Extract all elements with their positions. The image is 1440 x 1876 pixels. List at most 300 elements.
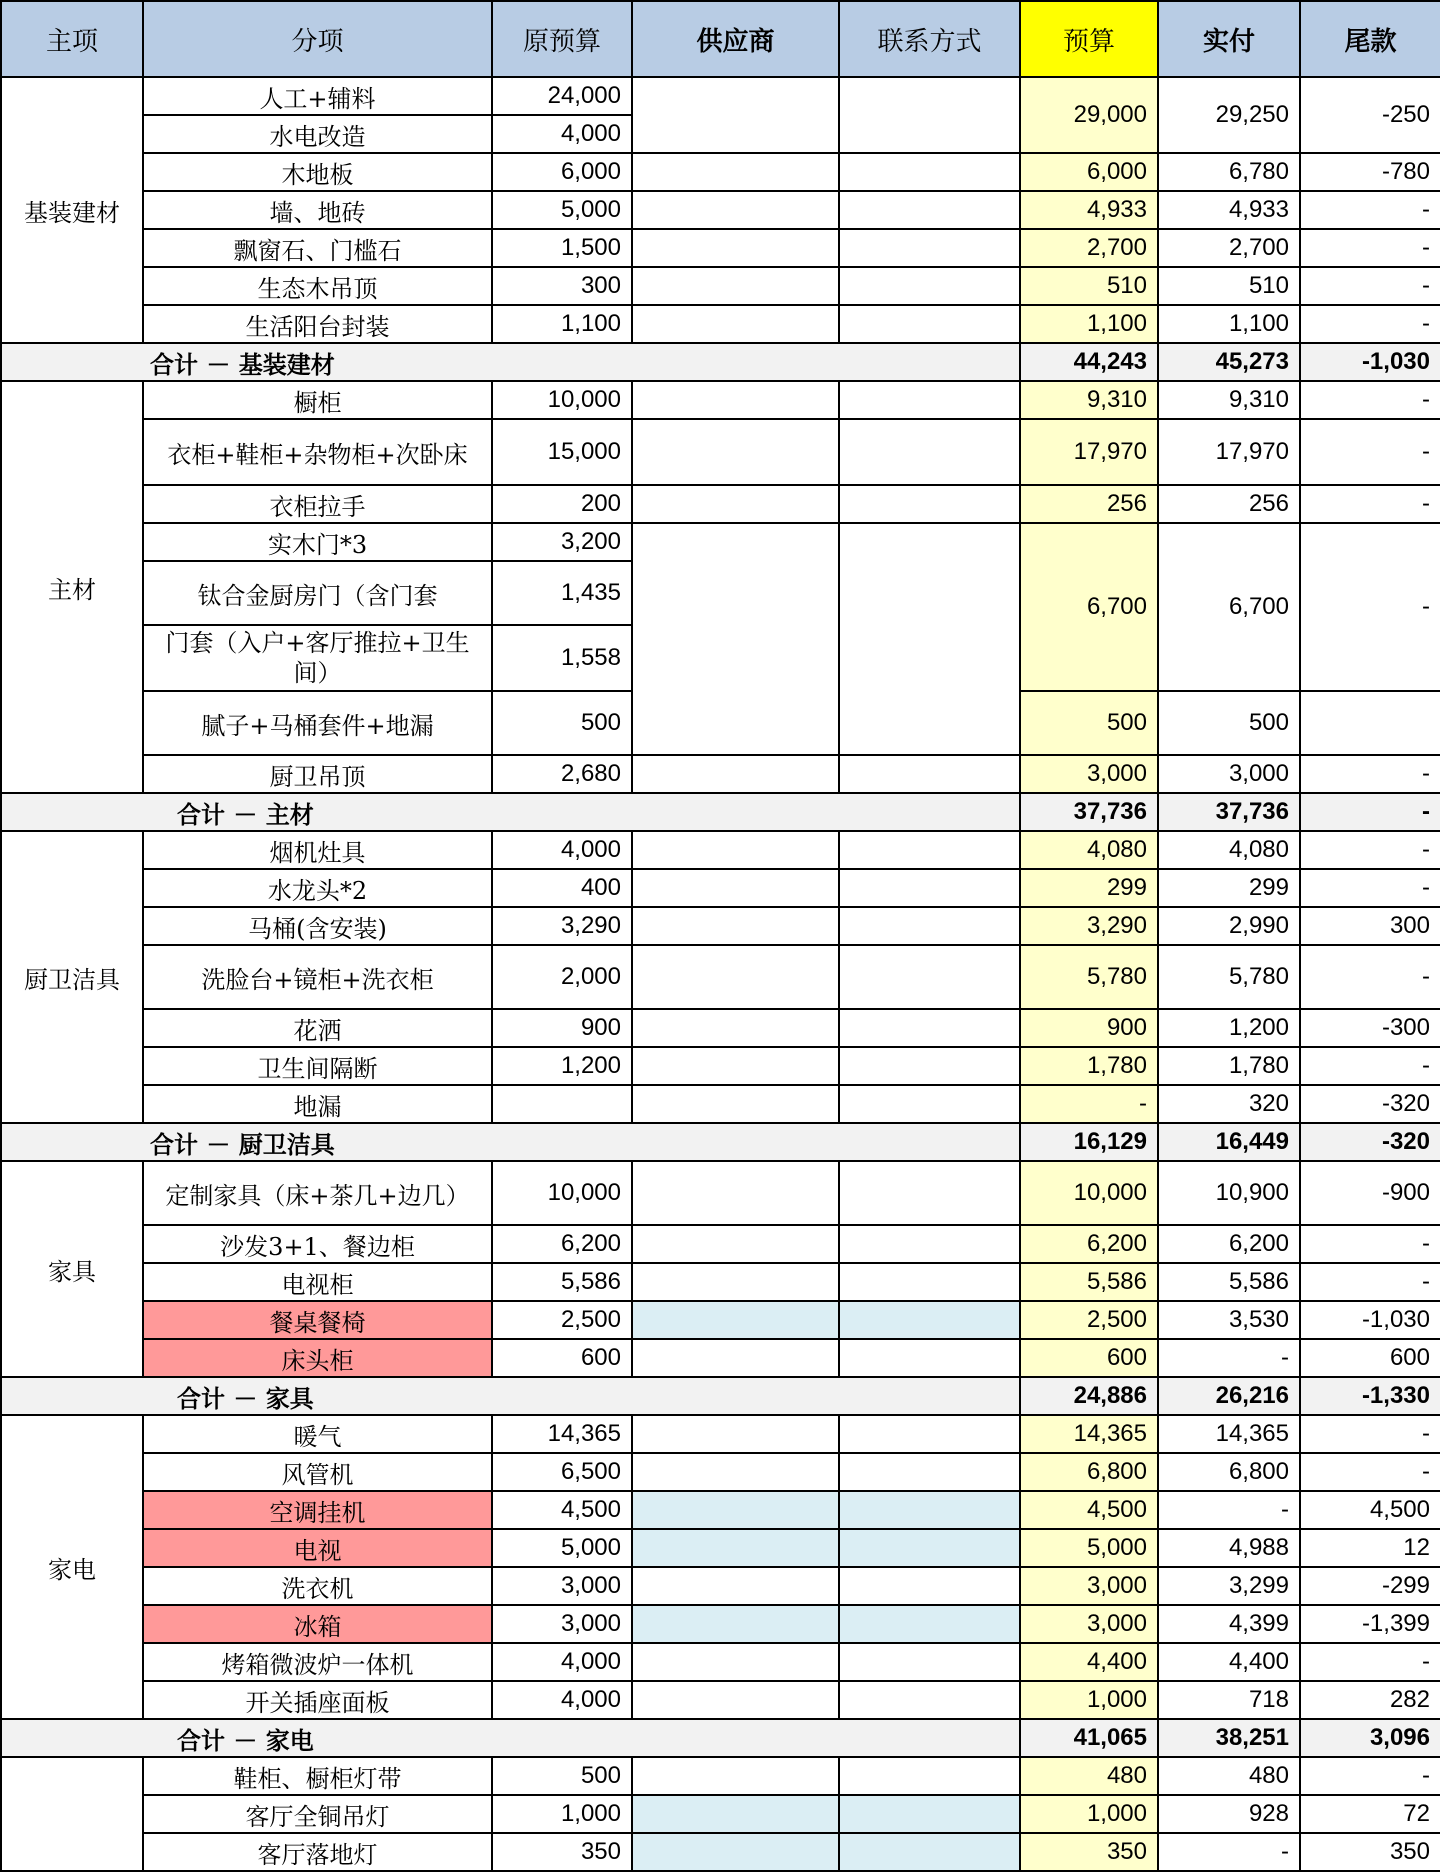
item-name[interactable]: 洗衣机 [143,1567,492,1605]
supplier-cell[interactable] [632,907,839,945]
table-row [1,945,1440,1009]
contact-cell[interactable] [839,755,1020,793]
contact-cell[interactable] [839,1263,1020,1301]
supplier-cell[interactable] [632,1225,839,1263]
table-row [1,1605,1440,1643]
contact-cell[interactable] [839,229,1020,267]
supplier-cell[interactable] [632,191,839,229]
paid-cell[interactable]: - [1158,1833,1300,1871]
balance-cell[interactable]: - [1300,831,1440,869]
paid-cell[interactable]: 29,250 [1158,77,1300,153]
budget-cell[interactable]: 5,780 [1020,945,1158,1009]
orig-budget-cell[interactable]: 2,000 [492,945,632,1009]
balance-cell[interactable]: - [1300,1263,1440,1301]
budget-cell[interactable]: 4,400 [1020,1643,1158,1681]
orig-budget-cell[interactable]: 3,000 [492,1567,632,1605]
supplier-cell[interactable] [632,1795,839,1833]
paid-cell[interactable]: 6,700 [1158,523,1300,691]
contact-cell[interactable] [839,153,1020,191]
supplier-cell[interactable] [632,1263,839,1301]
subtotal-balance[interactable]: 3,096 [1300,1719,1440,1757]
item-name[interactable]: 人工+辅料 [143,77,492,115]
balance-cell[interactable]: 12 [1300,1529,1440,1567]
balance-cell[interactable] [1300,691,1440,755]
orig-budget-cell[interactable]: 1,435 [492,561,632,625]
balance-cell[interactable]: - [1300,1415,1440,1453]
item-name[interactable]: 餐桌餐椅 [143,1301,492,1339]
supplier-cell[interactable] [632,1415,839,1453]
supplier-cell[interactable] [632,1491,839,1529]
item-name[interactable]: 烤箱微波炉一体机 [143,1643,492,1681]
header-paid[interactable]: 实付 [1158,1,1300,77]
paid-cell[interactable]: 9,310 [1158,381,1300,419]
budget-cell[interactable]: 600 [1020,1339,1158,1377]
orig-budget-cell[interactable]: 4,500 [492,1491,632,1529]
item-name[interactable]: 开关插座面板 [143,1681,492,1719]
paid-cell[interactable]: 299 [1158,869,1300,907]
paid-cell[interactable]: 3,299 [1158,1567,1300,1605]
balance-cell[interactable]: -300 [1300,1009,1440,1047]
header-sub[interactable]: 分项 [143,1,492,77]
balance-cell[interactable]: - [1300,419,1440,485]
contact-cell[interactable] [839,1529,1020,1567]
budget-cell[interactable]: 6,000 [1020,153,1158,191]
supplier-cell[interactable] [632,305,839,343]
header-main[interactable]: 主项 [1,1,143,77]
balance-cell[interactable]: -320 [1300,1085,1440,1123]
supplier-cell[interactable] [632,1833,839,1871]
supplier-cell[interactable] [632,419,839,485]
balance-cell[interactable]: 4,500 [1300,1491,1440,1529]
subtotal-budget[interactable]: 41,065 [1020,1719,1158,1757]
table-row [1,523,1440,561]
contact-cell[interactable] [839,907,1020,945]
balance-cell[interactable]: - [1300,1453,1440,1491]
contact-cell[interactable] [839,1339,1020,1377]
subtotal-paid[interactable]: 16,449 [1158,1123,1300,1161]
supplier-cell[interactable] [632,1529,839,1567]
paid-cell[interactable]: 718 [1158,1681,1300,1719]
orig-budget-cell[interactable]: 1,000 [492,1795,632,1833]
subtotal-paid[interactable]: 26,216 [1158,1377,1300,1415]
paid-cell[interactable]: 3,000 [1158,755,1300,793]
budget-cell[interactable]: - [1020,1085,1158,1123]
item-name[interactable]: 水龙头*2 [143,869,492,907]
paid-cell[interactable]: 480 [1158,1757,1300,1795]
subtotal-row [1,343,1440,381]
header-contact[interactable]: 联系方式 [839,1,1020,77]
item-name[interactable]: 生活阳台封装 [143,305,492,343]
budget-cell[interactable]: 500 [1020,691,1158,755]
contact-cell[interactable] [839,419,1020,485]
budget-cell[interactable]: 900 [1020,1009,1158,1047]
paid-cell[interactable]: 14,365 [1158,1415,1300,1453]
balance-cell[interactable]: -900 [1300,1161,1440,1225]
paid-cell[interactable]: 2,700 [1158,229,1300,267]
supplier-cell[interactable] [632,1047,839,1085]
contact-cell[interactable] [839,1605,1020,1643]
budget-cell[interactable]: 480 [1020,1757,1158,1795]
subtotal-balance[interactable]: -320 [1300,1123,1440,1161]
balance-cell[interactable]: -250 [1300,77,1440,153]
budget-cell[interactable]: 10,000 [1020,1161,1158,1225]
item-name[interactable]: 电视 [143,1529,492,1567]
budget-cell[interactable]: 1,780 [1020,1047,1158,1085]
table-row [1,1453,1440,1491]
supplier-cell[interactable] [632,523,839,755]
table-row [1,907,1440,945]
item-name[interactable]: 厨卫吊顶 [143,755,492,793]
orig-budget-cell[interactable]: 900 [492,1009,632,1047]
contact-cell[interactable] [839,1833,1020,1871]
subtotal-budget[interactable]: 24,886 [1020,1377,1158,1415]
item-name[interactable]: 生态木吊顶 [143,267,492,305]
contact-cell[interactable] [839,1567,1020,1605]
table-row [1,1833,1440,1871]
orig-budget-cell[interactable]: 6,000 [492,153,632,191]
subtotal-budget[interactable]: 37,736 [1020,793,1158,831]
balance-cell[interactable]: 282 [1300,1681,1440,1719]
supplier-cell[interactable] [632,229,839,267]
balance-cell[interactable]: - [1300,305,1440,343]
item-name[interactable]: 暖气 [143,1415,492,1453]
paid-cell[interactable]: 4,399 [1158,1605,1300,1643]
item-name[interactable]: 冰箱 [143,1605,492,1643]
orig-budget-cell[interactable]: 5,000 [492,191,632,229]
paid-cell[interactable]: 320 [1158,1085,1300,1123]
contact-cell[interactable] [839,305,1020,343]
contact-cell[interactable] [839,945,1020,1009]
header-supplier[interactable]: 供应商 [632,1,839,77]
supplier-cell[interactable] [632,1567,839,1605]
supplier-cell[interactable] [632,1339,839,1377]
balance-cell[interactable]: -299 [1300,1567,1440,1605]
item-name[interactable]: 鞋柜、橱柜灯带 [143,1757,492,1795]
table-row [1,1567,1440,1605]
orig-budget-cell[interactable]: 4,000 [492,1643,632,1681]
budget-cell[interactable]: 510 [1020,267,1158,305]
budget-cell[interactable]: 9,310 [1020,381,1158,419]
orig-budget-cell[interactable]: 1,558 [492,625,632,691]
contact-cell[interactable] [839,267,1020,305]
group-label[interactable] [1,1757,143,1871]
orig-budget-cell[interactable]: 24,000 [492,77,632,115]
supplier-cell[interactable] [632,1301,839,1339]
orig-budget-cell[interactable]: 10,000 [492,1161,632,1225]
supplier-cell[interactable] [632,1161,839,1225]
balance-cell[interactable]: - [1300,381,1440,419]
supplier-cell[interactable] [632,267,839,305]
subtotal-budget[interactable]: 16,129 [1020,1123,1158,1161]
balance-cell[interactable]: -1,399 [1300,1605,1440,1643]
paid-cell[interactable]: 6,200 [1158,1225,1300,1263]
contact-cell[interactable] [839,1047,1020,1085]
contact-cell[interactable] [839,1161,1020,1225]
item-name[interactable]: 门套（入户+客厅推拉+卫生间） [143,625,492,691]
orig-budget-cell[interactable]: 6,200 [492,1225,632,1263]
paid-cell[interactable]: - [1158,1339,1300,1377]
orig-budget-cell[interactable]: 200 [492,485,632,523]
paid-cell[interactable]: 6,800 [1158,1453,1300,1491]
contact-cell[interactable] [839,1453,1020,1491]
paid-cell[interactable]: 4,933 [1158,191,1300,229]
paid-cell[interactable]: 1,100 [1158,305,1300,343]
paid-cell[interactable]: 2,990 [1158,907,1300,945]
balance-cell[interactable]: - [1300,1757,1440,1795]
table-row [1,1301,1440,1339]
budget-cell[interactable]: 4,080 [1020,831,1158,869]
paid-cell[interactable]: 500 [1158,691,1300,755]
budget-cell[interactable]: 17,970 [1020,419,1158,485]
budget-cell[interactable]: 5,000 [1020,1529,1158,1567]
group-label[interactable]: 厨卫洁具 [1,831,143,1123]
item-name[interactable]: 空调挂机 [143,1491,492,1529]
paid-cell[interactable]: 4,400 [1158,1643,1300,1681]
orig-budget-cell[interactable]: 6,500 [492,1453,632,1491]
orig-budget-cell[interactable]: 350 [492,1833,632,1871]
supplier-cell[interactable] [632,755,839,793]
supplier-cell[interactable] [632,1453,839,1491]
item-name[interactable]: 卫生间隔断 [143,1047,492,1085]
supplier-cell[interactable] [632,381,839,419]
item-name[interactable]: 木地板 [143,153,492,191]
orig-budget-cell[interactable]: 2,680 [492,755,632,793]
contact-cell[interactable] [839,1009,1020,1047]
subtotal-balance[interactable]: -1,030 [1300,343,1440,381]
item-name[interactable]: 床头柜 [143,1339,492,1377]
balance-cell[interactable]: 350 [1300,1833,1440,1871]
item-name[interactable]: 客厅全铜吊灯 [143,1795,492,1833]
budget-cell[interactable]: 2,700 [1020,229,1158,267]
paid-cell[interactable]: 4,988 [1158,1529,1300,1567]
orig-budget-cell[interactable]: 300 [492,267,632,305]
orig-budget-cell[interactable]: 400 [492,869,632,907]
orig-budget-cell[interactable]: 15,000 [492,419,632,485]
contact-cell[interactable] [839,1301,1020,1339]
balance-cell[interactable]: 300 [1300,907,1440,945]
item-name[interactable]: 定制家具（床+茶几+边几） [143,1161,492,1225]
orig-budget-cell[interactable]: 500 [492,1757,632,1795]
budget-cell[interactable]: 4,500 [1020,1491,1158,1529]
supplier-cell[interactable] [632,485,839,523]
item-name[interactable]: 马桶(含安装) [143,907,492,945]
balance-cell[interactable]: - [1300,755,1440,793]
table-row [1,1643,1440,1681]
header-orig-budget[interactable]: 原预算 [492,1,632,77]
item-name[interactable]: 墙、地砖 [143,191,492,229]
contact-cell[interactable] [839,1225,1020,1263]
orig-budget-cell[interactable]: 4,000 [492,1681,632,1719]
item-name[interactable]: 花洒 [143,1009,492,1047]
contact-cell[interactable] [839,1795,1020,1833]
header-balance[interactable]: 尾款 [1300,1,1440,77]
item-name[interactable]: 腻子+马桶套件+地漏 [143,691,492,755]
budget-cell[interactable]: 6,200 [1020,1225,1158,1263]
subtotal-row [1,1719,1440,1757]
paid-cell[interactable]: - [1158,1491,1300,1529]
contact-cell[interactable] [839,1757,1020,1795]
supplier-cell[interactable] [632,1681,839,1719]
balance-cell[interactable]: - [1300,1047,1440,1085]
budget-cell[interactable]: 2,500 [1020,1301,1158,1339]
item-name[interactable]: 风管机 [143,1453,492,1491]
group-label[interactable]: 基装建材 [1,77,143,343]
table-row [1,419,1440,485]
balance-cell[interactable]: - [1300,945,1440,1009]
item-name[interactable]: 橱柜 [143,381,492,419]
paid-cell[interactable]: 1,200 [1158,1009,1300,1047]
budget-cell[interactable]: 29,000 [1020,77,1158,153]
budget-cell[interactable]: 256 [1020,485,1158,523]
contact-cell[interactable] [839,485,1020,523]
budget-cell[interactable]: 3,000 [1020,755,1158,793]
paid-cell[interactable]: 928 [1158,1795,1300,1833]
balance-cell[interactable]: - [1300,229,1440,267]
paid-cell[interactable]: 10,900 [1158,1161,1300,1225]
orig-budget-cell[interactable]: 10,000 [492,381,632,419]
balance-cell[interactable]: - [1300,523,1440,691]
item-name[interactable]: 沙发3+1、餐边柜 [143,1225,492,1263]
budget-cell[interactable]: 3,000 [1020,1567,1158,1605]
budget-cell[interactable]: 6,700 [1020,523,1158,691]
contact-cell[interactable] [839,1681,1020,1719]
supplier-cell[interactable] [632,77,839,153]
orig-budget-cell[interactable]: 5,586 [492,1263,632,1301]
subtotal-paid[interactable]: 37,736 [1158,793,1300,831]
supplier-cell[interactable] [632,831,839,869]
supplier-cell[interactable] [632,1757,839,1795]
paid-cell[interactable]: 5,586 [1158,1263,1300,1301]
item-name[interactable]: 地漏 [143,1085,492,1123]
subtotal-label: 合计 － 家电 [1,1719,1020,1757]
supplier-cell[interactable] [632,1605,839,1643]
supplier-cell[interactable] [632,945,839,1009]
item-name[interactable]: 洗脸台+镜柜+洗衣柜 [143,945,492,1009]
orig-budget-cell[interactable]: 3,290 [492,907,632,945]
balance-cell[interactable]: -780 [1300,153,1440,191]
group-label[interactable]: 主材 [1,381,143,793]
orig-budget-cell[interactable]: 1,500 [492,229,632,267]
paid-cell[interactable]: 510 [1158,267,1300,305]
table-row [1,755,1440,793]
subtotal-paid[interactable]: 38,251 [1158,1719,1300,1757]
budget-cell[interactable]: 350 [1020,1833,1158,1871]
budget-cell[interactable]: 5,586 [1020,1263,1158,1301]
orig-budget-cell[interactable]: 3,200 [492,523,632,561]
table-row [1,1263,1440,1301]
table-row [1,1795,1440,1833]
subtotal-label: 合计 － 家具 [1,1377,1020,1415]
table-row [1,1161,1440,1225]
budget-cell[interactable]: 3,290 [1020,907,1158,945]
balance-cell[interactable]: 72 [1300,1795,1440,1833]
supplier-cell[interactable] [632,1085,839,1123]
item-name[interactable]: 实木门*3 [143,523,492,561]
subtotal-row [1,793,1440,831]
orig-budget-cell[interactable]: 4,000 [492,115,632,153]
item-name[interactable]: 钛合金厨房门（含门套 [143,561,492,625]
paid-cell[interactable]: 4,080 [1158,831,1300,869]
table-row [1,1009,1440,1047]
contact-cell[interactable] [839,381,1020,419]
contact-cell[interactable] [839,831,1020,869]
paid-cell[interactable]: 3,530 [1158,1301,1300,1339]
contact-cell[interactable] [839,869,1020,907]
contact-cell[interactable] [839,1085,1020,1123]
paid-cell[interactable]: 256 [1158,485,1300,523]
contact-cell[interactable] [839,1643,1020,1681]
balance-cell[interactable]: - [1300,869,1440,907]
budget-cell[interactable]: 6,800 [1020,1453,1158,1491]
orig-budget-cell[interactable]: 2,500 [492,1301,632,1339]
subtotal-paid[interactable]: 45,273 [1158,343,1300,381]
paid-cell[interactable]: 1,780 [1158,1047,1300,1085]
budget-cell[interactable]: 4,933 [1020,191,1158,229]
orig-budget-cell[interactable]: 3,000 [492,1605,632,1643]
supplier-cell[interactable] [632,153,839,191]
paid-cell[interactable]: 17,970 [1158,419,1300,485]
balance-cell[interactable]: - [1300,191,1440,229]
contact-cell[interactable] [839,1415,1020,1453]
item-name[interactable]: 衣柜拉手 [143,485,492,523]
balance-cell[interactable]: 600 [1300,1339,1440,1377]
table-row [1,1415,1440,1453]
balance-cell[interactable]: - [1300,1643,1440,1681]
orig-budget-cell[interactable]: 1,100 [492,305,632,343]
item-name[interactable]: 衣柜+鞋柜+杂物柜+次卧床 [143,419,492,485]
supplier-cell[interactable] [632,869,839,907]
orig-budget-cell[interactable]: 4,000 [492,831,632,869]
balance-cell[interactable]: -1,030 [1300,1301,1440,1339]
balance-cell[interactable]: - [1300,485,1440,523]
orig-budget-cell[interactable]: 14,365 [492,1415,632,1453]
contact-cell[interactable] [839,523,1020,755]
orig-budget-cell[interactable]: 600 [492,1339,632,1377]
orig-budget-cell[interactable]: 1,200 [492,1047,632,1085]
orig-budget-cell[interactable] [492,1085,632,1123]
balance-cell[interactable]: - [1300,1225,1440,1263]
item-name[interactable]: 电视柜 [143,1263,492,1301]
budget-cell[interactable]: 299 [1020,869,1158,907]
subtotal-balance[interactable]: - [1300,793,1440,831]
supplier-cell[interactable] [632,1009,839,1047]
group-label[interactable]: 家具 [1,1161,143,1377]
budget-cell[interactable]: 1,000 [1020,1795,1158,1833]
item-name[interactable]: 飘窗石、门槛石 [143,229,492,267]
paid-cell[interactable]: 5,780 [1158,945,1300,1009]
header-budget[interactable]: 预算 [1020,1,1158,77]
budget-cell[interactable]: 1,000 [1020,1681,1158,1719]
table-row [1,485,1440,523]
supplier-cell[interactable] [632,1643,839,1681]
group-label[interactable]: 家电 [1,1415,143,1719]
orig-budget-cell[interactable]: 5,000 [492,1529,632,1567]
subtotal-budget[interactable]: 44,243 [1020,343,1158,381]
item-name[interactable]: 烟机灶具 [143,831,492,869]
contact-cell[interactable] [839,191,1020,229]
budget-cell[interactable]: 3,000 [1020,1605,1158,1643]
contact-cell[interactable] [839,1491,1020,1529]
balance-cell[interactable]: - [1300,267,1440,305]
contact-cell[interactable] [839,77,1020,153]
subtotal-balance[interactable]: -1,330 [1300,1377,1440,1415]
budget-cell[interactable]: 1,100 [1020,305,1158,343]
item-name[interactable]: 客厅落地灯 [143,1833,492,1871]
paid-cell[interactable]: 6,780 [1158,153,1300,191]
orig-budget-cell[interactable]: 500 [492,691,632,755]
item-name[interactable]: 水电改造 [143,115,492,153]
budget-cell[interactable]: 14,365 [1020,1415,1158,1453]
